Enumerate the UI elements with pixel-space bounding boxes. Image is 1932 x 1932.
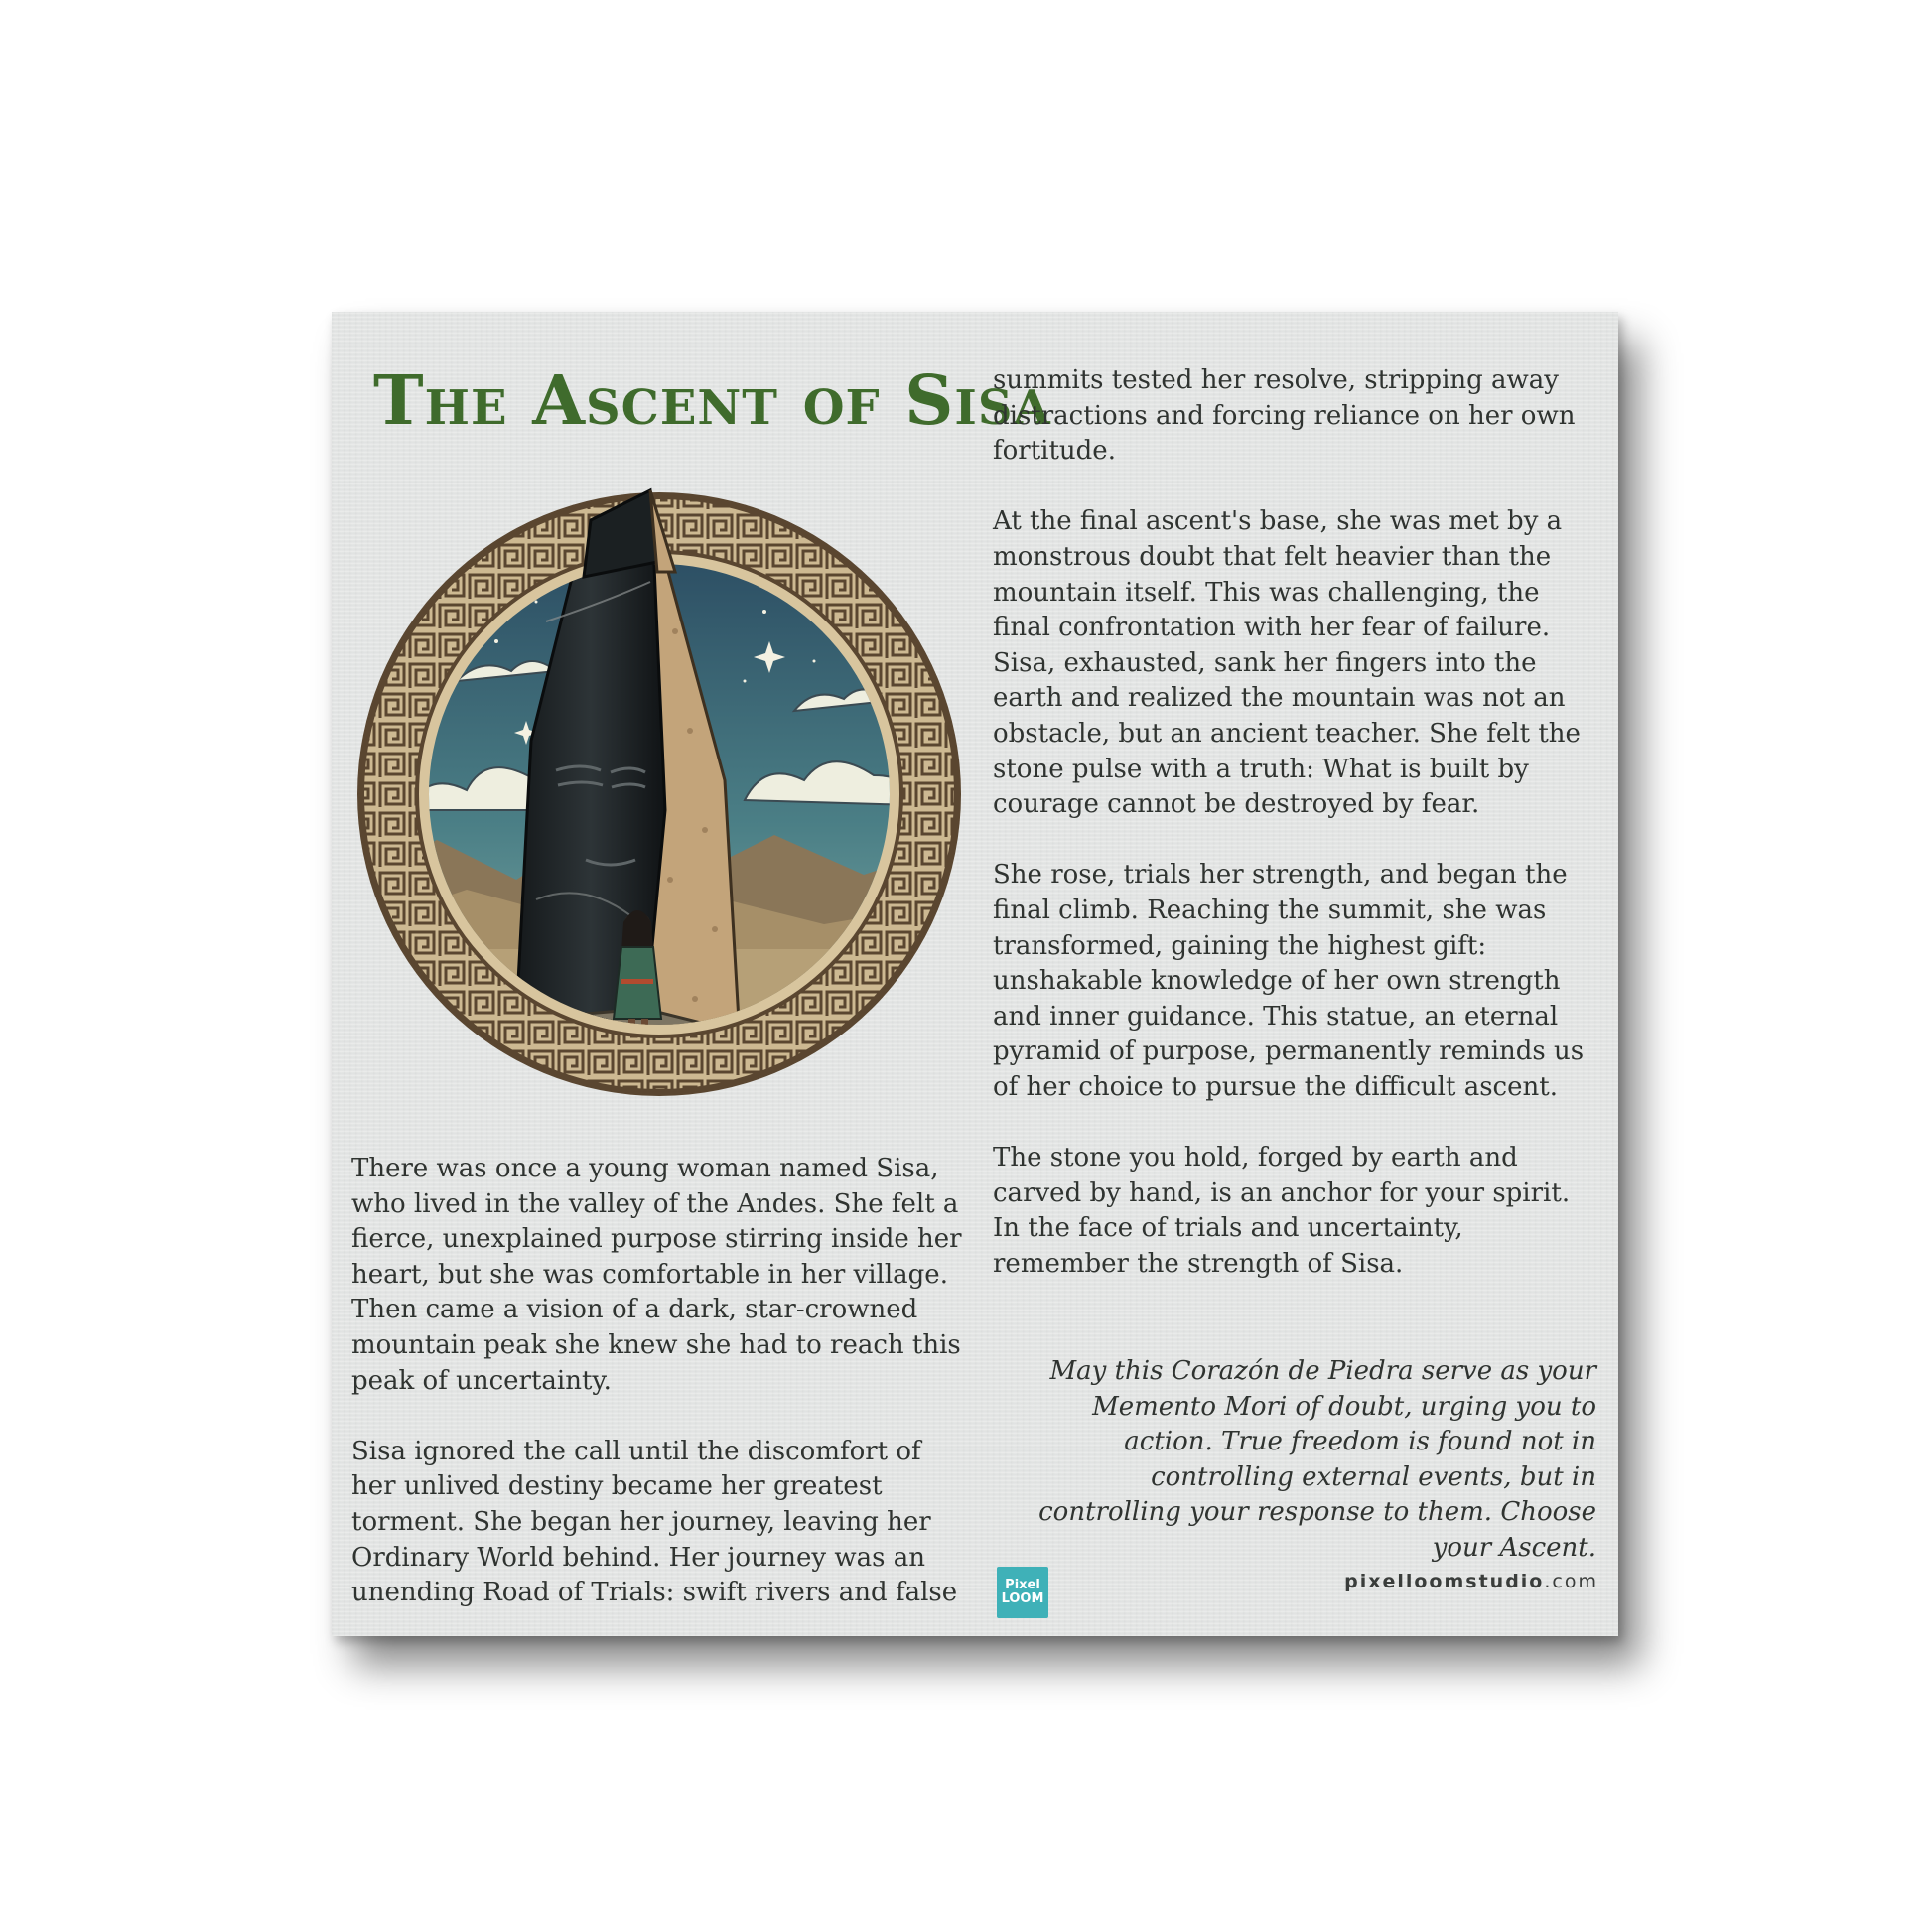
story-paragraph: The stone you hold, forged by earth and carved by hand, is an anchor for your spirit. In the face of trials and uncertainty, remember the strength of Sisa.: [993, 1143, 1571, 1279]
page-title: The Ascent of Sisa: [373, 361, 1051, 441]
logo-line: Pixel: [1005, 1578, 1040, 1592]
story-paragraph: There was once a young woman named Sisa, who lived in the valley of the Andes. She felt a fierce, unexplained purpose stirring inside her heart, but she was comfortable in her village. Then came a vision of a dark, star-crowned mountain peak she knew she had to reach this peak of uncertainty.: [351, 1154, 962, 1396]
story-card: [332, 312, 1618, 1636]
medallion-illustration: [347, 483, 971, 1106]
story-paragraph: She rose, trials her strength, and began the final climb. Reaching the summit, she was transformed, gaining the highest gift: unshakable knowledge of her own strength and inner guidance. This statue, an eternal pyramid of purpose, permanently reminds us of her choice to pursue the difficult ascent.: [993, 860, 1585, 1102]
story-right-column: [993, 363, 1604, 1282]
website-suffix: .com: [1544, 1571, 1598, 1592]
pixel-loom-logo: [997, 1567, 1048, 1618]
story-paragraph: Sisa ignored the call until the discomfort of her unlived destiny became her greatest torment. She began her journey, leaving her Ordinary World behind. Her journey was an unending Road of Trials: swift rivers and false: [351, 1436, 958, 1608]
story-paragraph: summits tested her resolve, stripping away distractions and forcing reliance on her own fortitude.: [993, 365, 1576, 467]
story-paragraph: At the final ascent's base, she was met by a monstrous doubt that felt heavier than the mountain itself. This was challenging, the final confrontation with her fear of failure. Sisa, exhausted, sank her fingers into the earth and realized the mountain was not an obstacle, but an ancient teacher. She felt the stone pulse with a truth: What is built by courage cannot be destroyed by fear.: [993, 506, 1581, 820]
website-url: [1344, 1571, 1598, 1592]
logo-line: LOOM: [1001, 1591, 1044, 1606]
story-left-column: [351, 1152, 967, 1611]
closing-quote: May this Corazón de Piedra serve as your Memento Mori of doubt, urging you to action. True freedom is found not in controlling external events, but in controlling your response to them. Choose your Ascent.: [1038, 1356, 1596, 1563]
website-name: pixelloomstudio: [1344, 1571, 1545, 1592]
